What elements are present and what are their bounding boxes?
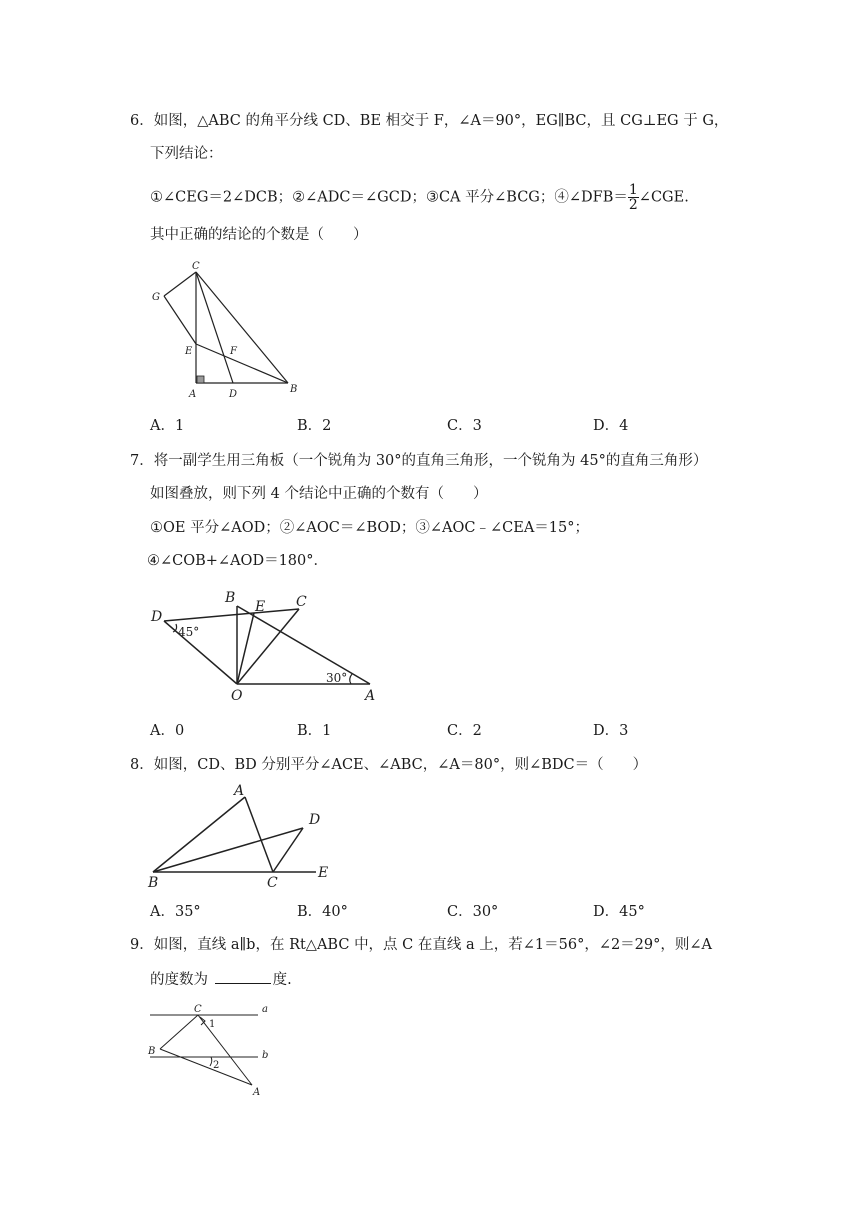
q9-stem-line1: 9．如图，直线 a∥b，在 Rt△ABC 中，点 C 在直线 a 上，若∠1＝56°，∠2＝29°，则∠A bbox=[130, 937, 713, 953]
q7-label-b: B bbox=[225, 590, 236, 606]
q6-segment-ge bbox=[164, 296, 196, 344]
q6-choice-b[interactable]: B．2 bbox=[297, 418, 332, 434]
q8-segment-ba bbox=[153, 797, 245, 872]
q9-answer-blank[interactable] bbox=[215, 968, 271, 984]
q7-label-45: 45° bbox=[178, 625, 200, 639]
q8-label-e: E bbox=[318, 865, 329, 881]
q9-label-angle-1: 1 bbox=[209, 1019, 216, 1030]
q9-stem-unit: 度. bbox=[272, 972, 292, 988]
q9-label-a-vertex: A bbox=[253, 1087, 261, 1098]
q7-statements-line1: ①OE 平分∠AOD；②∠AOC＝∠BOD；③∠AOC﹣∠CEA＝15°； bbox=[150, 520, 590, 536]
q7-stem-line2: 如图叠放，则下列 4 个结论中正确的个数有（ ） bbox=[150, 486, 488, 502]
q8-label-a: A bbox=[234, 783, 245, 799]
q9-segment-ca bbox=[198, 1015, 252, 1085]
q6-fraction-numerator: 1 bbox=[628, 182, 638, 198]
q8-segment-ac bbox=[245, 797, 273, 872]
q8-label-d: D bbox=[309, 812, 321, 828]
q9-label-b-vertex: B bbox=[148, 1046, 156, 1057]
q7-segment-do bbox=[164, 621, 237, 684]
q7-segment-eo bbox=[237, 613, 254, 684]
q6-segment-gc bbox=[164, 272, 196, 296]
q7-choice-c[interactable]: C．2 bbox=[447, 723, 482, 739]
q9-right-angle-mark bbox=[200, 1017, 205, 1025]
q6-label-a: A bbox=[189, 389, 197, 400]
q7-segment-co bbox=[237, 609, 299, 684]
q9-segment-ba bbox=[160, 1049, 252, 1085]
q7-label-c: C bbox=[296, 594, 307, 610]
q6-segment-eb bbox=[196, 344, 288, 383]
q6-choice-d[interactable]: D．4 bbox=[593, 418, 629, 434]
q6-choice-a[interactable]: A．1 bbox=[150, 418, 185, 434]
q6-label-c: C bbox=[192, 261, 200, 272]
q9-stem-text: 的度数为 bbox=[150, 972, 208, 988]
q7-statements-line2: ④∠COB+∠AOD＝180°． bbox=[147, 553, 328, 569]
q9-label-angle-2: 2 bbox=[213, 1060, 220, 1071]
q8-segment-bd bbox=[153, 828, 303, 872]
q6-segment-cd bbox=[196, 272, 233, 383]
q6-choices bbox=[150, 416, 750, 436]
q6-label-f: F bbox=[230, 346, 237, 357]
q7-segment-ba bbox=[237, 606, 370, 684]
q7-label-o: O bbox=[231, 688, 243, 704]
q6-fraction bbox=[628, 183, 639, 212]
q7-angle-arc-30 bbox=[350, 674, 352, 684]
q9-label-b-line: b bbox=[262, 1050, 269, 1061]
q9-angle-arc-2 bbox=[210, 1057, 212, 1066]
q9-stem-line2 bbox=[150, 968, 292, 990]
q6-stem-line1: 6．如图，△ABC 的角平分线 CD、BE 相交于 F，∠A＝90°，EG∥BC，且 CG⊥EG 于 G， bbox=[130, 113, 729, 129]
q9-label-a-line: a bbox=[262, 1004, 268, 1015]
q8-choice-b[interactable]: B．40° bbox=[297, 904, 348, 920]
q8-stem: 8．如图，CD、BD 分别平分∠ACE、∠ABC，∠A＝80°，则∠BDC＝（ ） bbox=[130, 757, 648, 773]
q6-statements-text: ①∠CEG＝2∠DCB；②∠ADC＝∠GCD；③CA 平分∠BCG；④∠DFB＝ bbox=[150, 189, 628, 206]
q7-choice-d[interactable]: D．3 bbox=[593, 723, 629, 739]
q8-choice-a[interactable]: A．35° bbox=[150, 904, 201, 920]
q8-choice-c[interactable]: C．30° bbox=[447, 904, 499, 920]
q7-stem-line1: 7．将一副学生用三角板（一个锐角为 30°的直角三角形，一个锐角为 45°的直角三角形） bbox=[130, 453, 708, 469]
q9-segment-cb bbox=[160, 1015, 198, 1049]
q8-choice-d[interactable]: D．45° bbox=[593, 904, 645, 920]
q7-label-e: E bbox=[255, 599, 266, 615]
q6-stem-line2: 下列结论： bbox=[150, 146, 223, 162]
q6-fraction-denominator: 2 bbox=[628, 197, 638, 213]
q9-label-c: C bbox=[194, 1004, 202, 1015]
q6-choice-c[interactable]: C．3 bbox=[447, 418, 482, 434]
q6-label-b: B bbox=[290, 384, 298, 395]
q6-question: 其中正确的结论的个数是（ ） bbox=[150, 227, 368, 243]
q6-segment-cb bbox=[196, 272, 288, 383]
q8-choices bbox=[150, 902, 750, 922]
q7-label-a: A bbox=[365, 688, 376, 704]
q7-label-30: 30° bbox=[326, 671, 348, 685]
q7-label-d: D bbox=[151, 609, 163, 625]
q6-label-d: D bbox=[229, 389, 238, 400]
q7-angle-arc-45 bbox=[173, 624, 177, 632]
q6-statements-tail: ∠CGE. bbox=[638, 189, 689, 206]
q7-choice-a[interactable]: A．0 bbox=[150, 723, 185, 739]
q8-label-c: C bbox=[267, 875, 278, 891]
q6-right-angle-mark bbox=[197, 376, 204, 383]
q8-label-b: B bbox=[148, 875, 159, 891]
q8-segment-cd bbox=[273, 828, 303, 872]
q6-label-e: E bbox=[185, 346, 193, 357]
q7-choices bbox=[150, 721, 750, 741]
q7-segment-dc bbox=[164, 609, 299, 621]
q7-choice-b[interactable]: B．1 bbox=[297, 723, 332, 739]
q6-statements bbox=[150, 183, 689, 212]
q6-label-g: G bbox=[152, 292, 160, 303]
